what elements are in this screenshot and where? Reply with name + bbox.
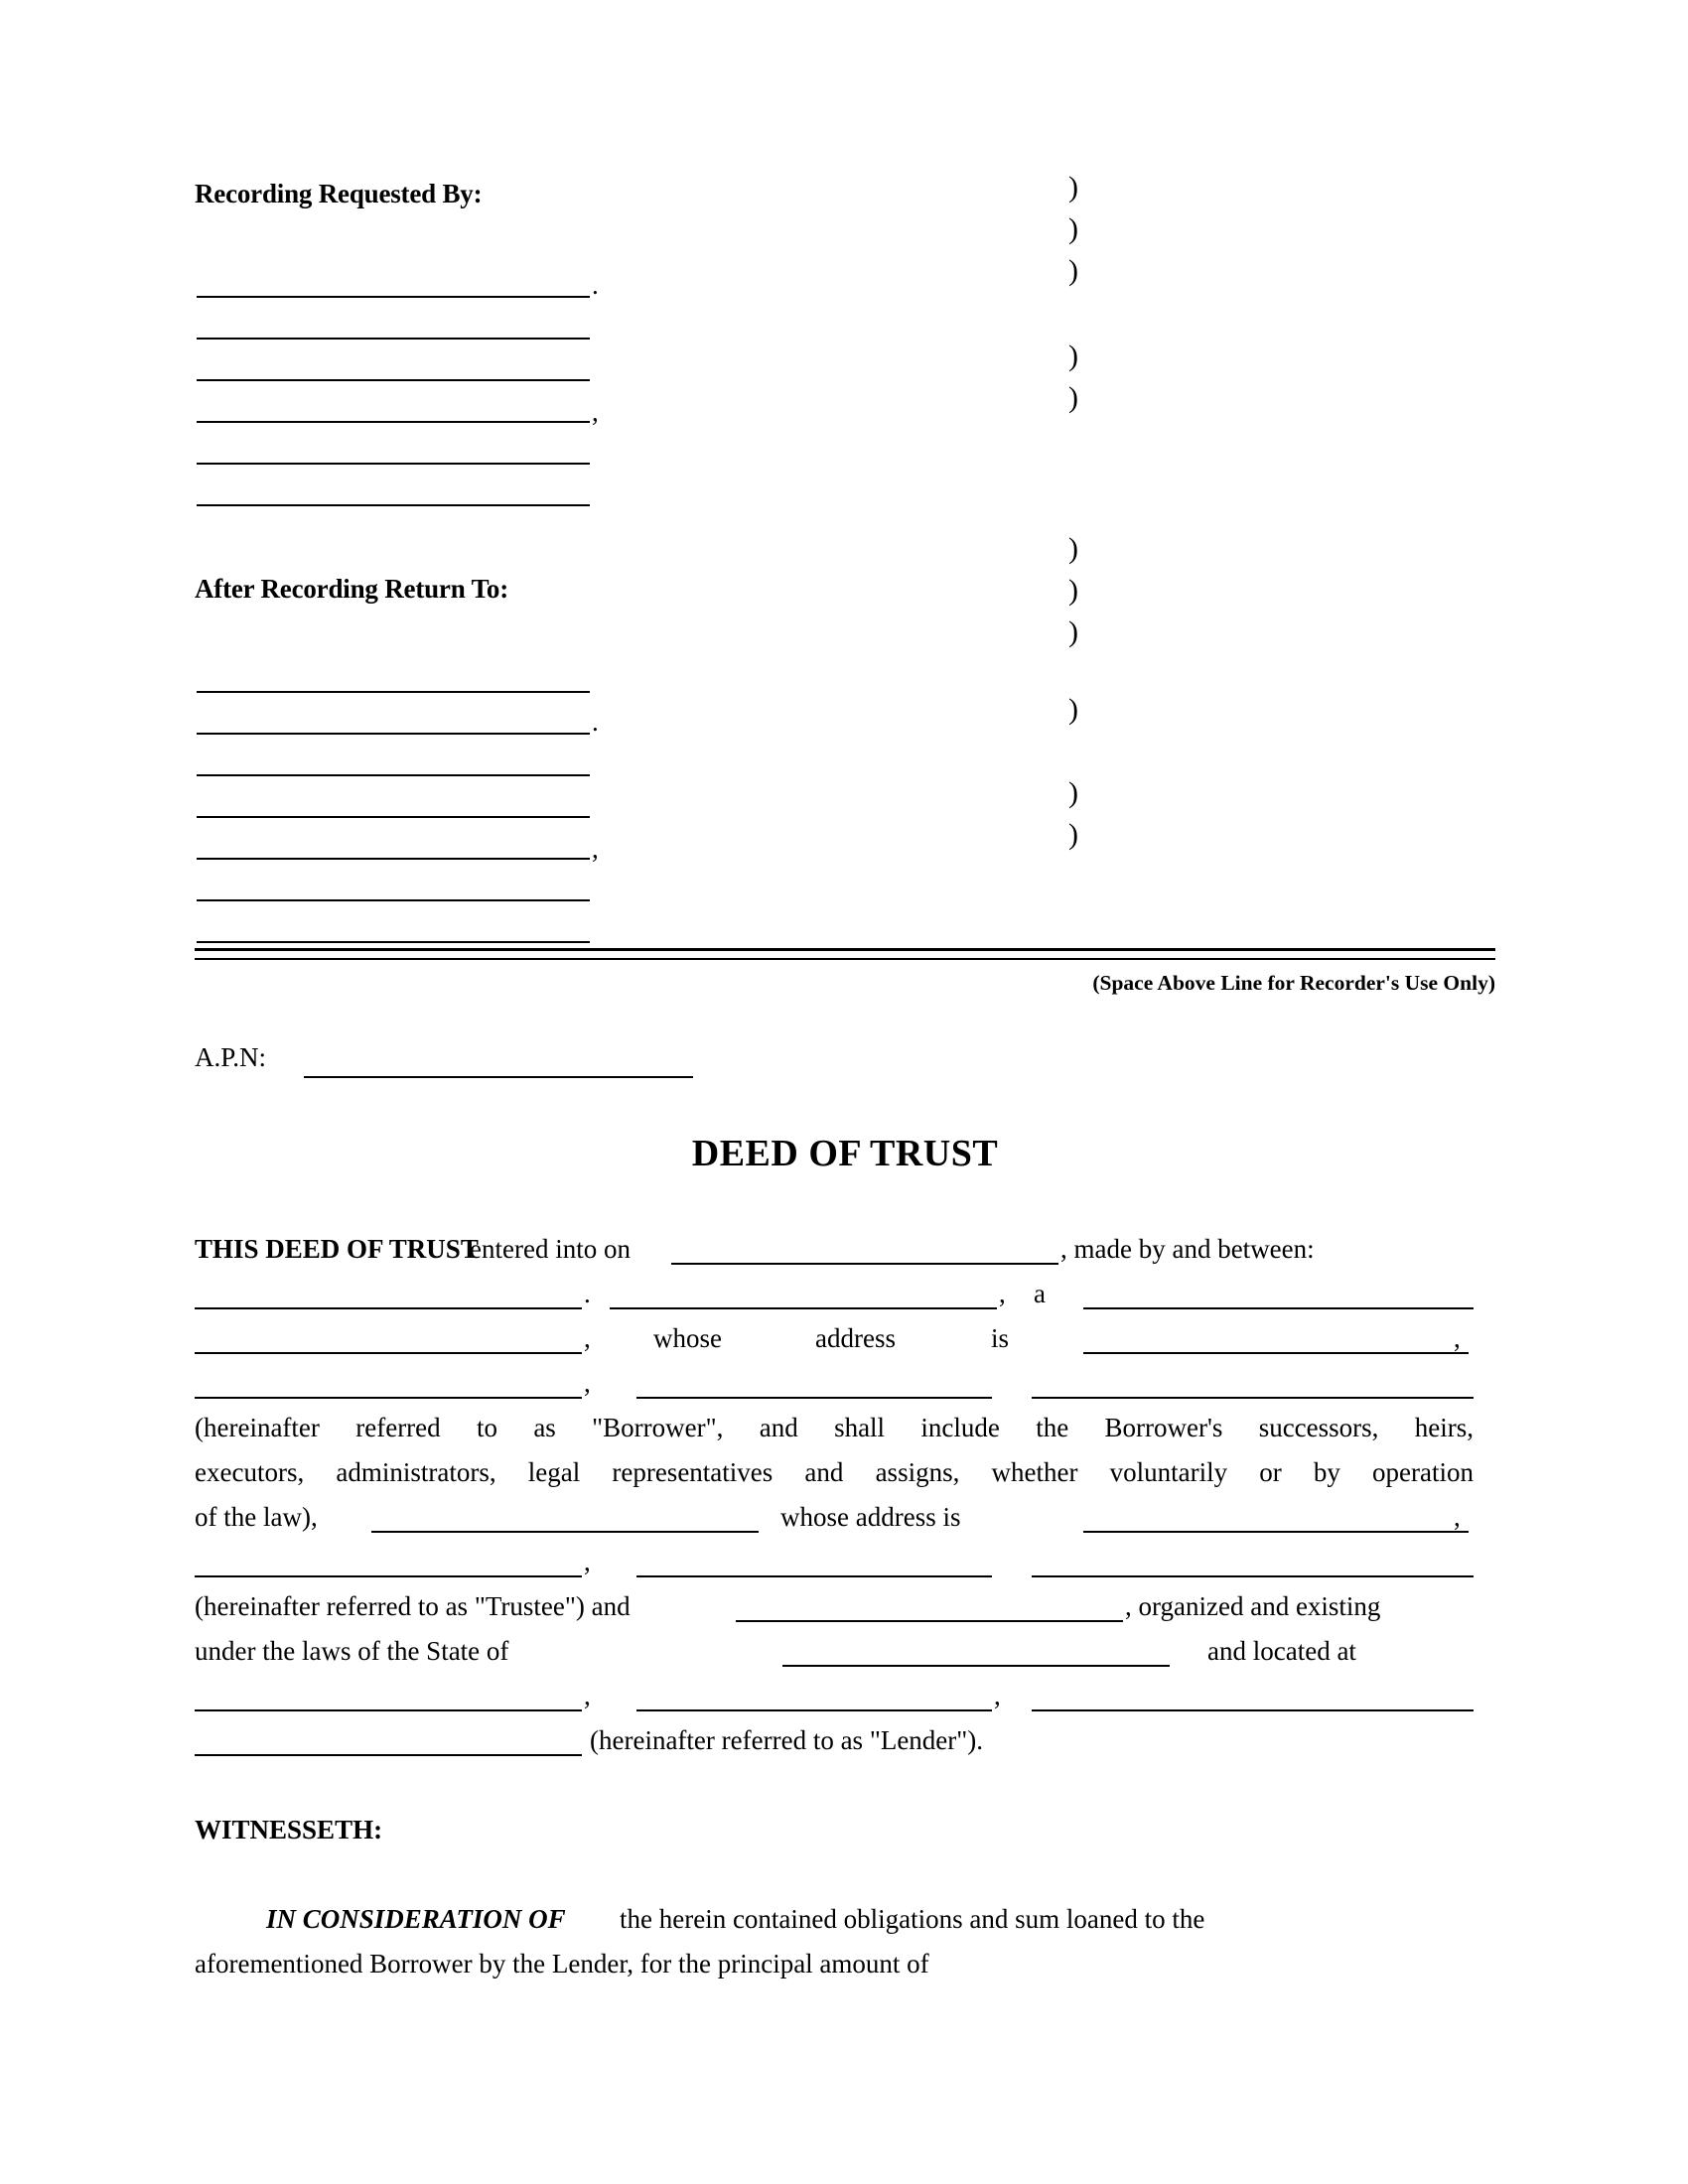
date-blank-field[interactable] [671, 1263, 1058, 1265]
requested-blank-field[interactable] [197, 504, 590, 506]
this-deed-of-trust-label: THIS DEED OF TRUST [195, 1234, 479, 1264]
body-line-consideration-2 [195, 1942, 1474, 1986]
paren-mark: ) [1068, 574, 1078, 607]
paren-mark: ) [1068, 171, 1078, 204]
body-line-10 [195, 1629, 1474, 1674]
of-the-law-label: of the law), [195, 1502, 318, 1532]
return-blank-field[interactable] [197, 816, 590, 818]
body-line-6 [195, 1450, 1474, 1495]
under-laws-of-state-label: under the laws of the State of [195, 1636, 509, 1666]
comma-mark: , [584, 1681, 591, 1710]
body-line-3 [195, 1316, 1474, 1361]
is-label: is [991, 1323, 1010, 1353]
apn-input-blank[interactable] [304, 1076, 693, 1078]
paren-mark: ) [1068, 532, 1078, 565]
comma-mark: , [584, 1547, 591, 1576]
body-line-1 [195, 1227, 1474, 1272]
return-blank-row-5 [195, 818, 1495, 878]
body-line-consideration-1 [195, 1897, 1474, 1942]
requested-blank-field[interactable] [197, 338, 590, 340]
requested-blank-row-3 [195, 340, 1495, 397]
after-recording-label: After Recording Return To: [195, 574, 509, 604]
comma-mark: , [592, 834, 599, 864]
consideration-rest-label: the herein contained obligations and sum loaned to the [620, 1904, 1205, 1934]
requested-blank-row-6 [195, 484, 1495, 528]
comma-mark: , [592, 397, 599, 427]
trustee-name-blank[interactable] [371, 1531, 759, 1533]
body-line-12 [195, 1718, 1474, 1763]
body-line-2 [195, 1272, 1474, 1316]
lender-address-blank-2[interactable] [636, 1709, 992, 1711]
consideration-line2-label: aforementioned Borrower by the Lender, for the principal amount of [195, 1949, 929, 1979]
comma-mark: , [999, 1279, 1006, 1308]
borrower-address-blank-1[interactable] [1083, 1352, 1469, 1354]
paren-mark: ) [1068, 254, 1078, 287]
document-body [195, 1227, 1474, 1986]
lender-name-blank[interactable] [736, 1620, 1123, 1622]
comma-mark: , [1454, 1502, 1461, 1532]
after-recording-row [195, 572, 1495, 615]
address-label: address [815, 1323, 896, 1353]
trustee-clause-label: (hereinafter referred to as "Trustee") and [195, 1591, 631, 1621]
made-by-and-between-label: , made by and between: [1060, 1234, 1315, 1264]
whose-label: whose [653, 1323, 722, 1353]
recording-requested-row [195, 171, 1495, 222]
body-spacer-1 [195, 1763, 1474, 1808]
paren-mark: ) [1068, 381, 1078, 414]
paren-mark: ) [1068, 776, 1078, 809]
requested-blank-row-2 [195, 310, 1495, 353]
return-blank-row-6 [195, 878, 1495, 921]
borrower-name-blank-2[interactable] [610, 1307, 997, 1309]
trustee-address-blank-3[interactable] [636, 1575, 992, 1577]
organized-existing-label: , organized and existing [1125, 1591, 1381, 1621]
paren-mark: ) [1068, 615, 1078, 648]
return-blank-row-3 [195, 747, 1495, 790]
page-title: DEED OF TRUST [691, 1133, 999, 1174]
trustee-address-blank-4[interactable] [1032, 1575, 1474, 1577]
witnesseth-heading: WITNESSETH: [195, 1815, 383, 1844]
return-blank-row-1 [195, 659, 1495, 703]
lender-address-blank-1[interactable] [195, 1709, 582, 1711]
borrower-name-blank-1[interactable] [195, 1307, 582, 1309]
lender-address-blank-3[interactable] [1032, 1709, 1474, 1711]
recorder-header-block [195, 171, 1495, 965]
article-a-label: a [1034, 1279, 1046, 1308]
body-line-4 [195, 1361, 1474, 1406]
requested-blank-field[interactable] [197, 296, 590, 298]
requested-blank-field[interactable] [197, 379, 590, 381]
whose-address-is-label: whose address is [780, 1502, 961, 1532]
requested-blank-field[interactable] [197, 421, 590, 423]
body-line-5 [195, 1406, 1474, 1450]
return-blank-field[interactable] [197, 691, 590, 693]
spacer-row-3 [195, 615, 1495, 659]
recording-requested-label: Recording Requested By: [195, 179, 483, 208]
comma-mark: , [584, 1323, 591, 1353]
return-blank-field[interactable] [197, 899, 590, 901]
requested-blank-row-4 [195, 381, 1495, 441]
return-blank-row-2 [195, 693, 1495, 747]
borrower-address-blank-3[interactable] [636, 1397, 992, 1399]
apn-label: A.P.N: [195, 1042, 267, 1072]
period-mark: . [584, 1279, 591, 1308]
borrower-clause-line-2: executors, administrators, legal representatives and assigns, whether voluntarily or by operation [195, 1457, 1474, 1487]
trustee-address-blank-1[interactable] [1083, 1531, 1469, 1533]
lender-clause-label: (hereinafter referred to as "Lender"). [590, 1725, 984, 1755]
return-blank-field[interactable] [197, 733, 590, 735]
borrower-clause-line-1: (hereinafter referred to as "Borrower", and shall include the Borrower's successors, heirs, [195, 1413, 1474, 1442]
paren-mark: ) [1068, 340, 1078, 372]
comma-mark: , [1454, 1323, 1461, 1353]
lender-state-blank[interactable] [782, 1665, 1170, 1667]
recorder-divider-rule [195, 948, 1495, 960]
return-blank-field[interactable] [197, 941, 590, 943]
return-blank-field[interactable] [197, 774, 590, 776]
comma-mark: , [994, 1681, 1001, 1710]
period-mark: . [592, 707, 599, 737]
body-line-8 [195, 1540, 1474, 1584]
paren-mark: ) [1068, 818, 1078, 851]
paren-mark: ) [1068, 212, 1078, 245]
body-line-witnesseth [195, 1808, 1474, 1852]
borrower-address-blank-2[interactable] [195, 1397, 582, 1399]
body-line-11 [195, 1674, 1474, 1718]
requested-blank-row-1 [195, 254, 1495, 310]
body-line-9 [195, 1584, 1474, 1629]
entered-into-on-label: entered into on [470, 1234, 631, 1264]
paren-mark: ) [1068, 693, 1078, 726]
recorder-use-caption: (Space Above Line for Recorder's Use Only) [1092, 971, 1495, 995]
in-consideration-of-label: IN CONSIDERATION OF [266, 1904, 566, 1934]
comma-mark: , [584, 1368, 591, 1398]
return-blank-field[interactable] [197, 858, 590, 860]
borrower-detail-blank[interactable] [195, 1352, 582, 1354]
and-located-at-label: and located at [1207, 1636, 1356, 1666]
body-spacer-2 [195, 1852, 1474, 1897]
requested-blank-field[interactable] [197, 463, 590, 465]
return-blank-row-4 [195, 776, 1495, 834]
spacer-row-1 [195, 212, 1495, 266]
spacer-row-2 [195, 528, 1495, 572]
requested-blank-row-5 [195, 441, 1495, 484]
trustee-address-blank-2[interactable] [195, 1575, 582, 1577]
borrower-address-blank-4[interactable] [1032, 1397, 1474, 1399]
body-line-7 [195, 1495, 1474, 1540]
period-mark: . [592, 270, 599, 300]
lender-address-blank-4[interactable] [195, 1754, 582, 1756]
borrower-entity-type-blank[interactable] [1083, 1307, 1474, 1309]
